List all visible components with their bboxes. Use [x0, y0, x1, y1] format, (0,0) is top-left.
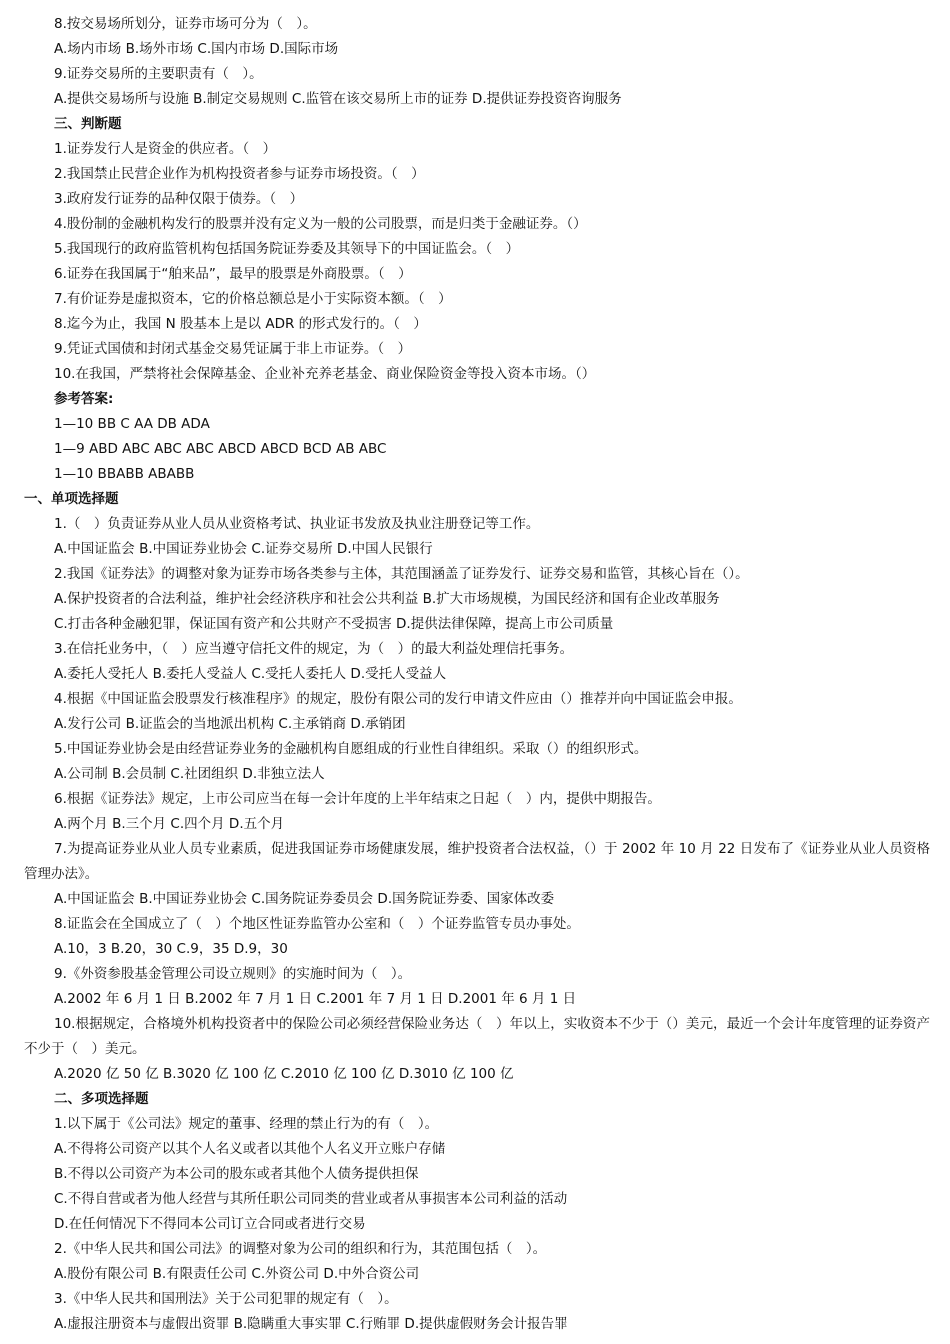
answer-options: A.2002 年 6 月 1 日 B.2002 年 7 月 1 日 C.2001 年 7 月 1 日 D.2001 年 6 月 1 日 [54, 991, 577, 1007]
answer-options: A.2020 亿 50 亿 B.3020 亿 100 亿 C.2010 亿 100 亿 D.3010 亿 100 亿 [54, 1066, 514, 1082]
question-text: 5.中国证券业协会是由经营证券业务的金融机构自愿组成的行业性自律组织。采取（）的组织形式。 [54, 741, 648, 757]
answer-options: A.虚报注册资本与虚假出资罪 B.隐瞒重大事实罪 C.行贿罪 D.提供虚假财务会计报告罪 [54, 1316, 568, 1332]
question-text: 1—9 ABD ABC ABC ABC ABCD ABCD BCD AB ABC [54, 441, 387, 457]
question-text: 7.有价证券是虚拟资本，它的价格总额总是小于实际资本额。（ ） [54, 291, 452, 307]
answer-options: A.两个月 B.三个月 C.四个月 D.五个月 [54, 816, 285, 832]
question-text: 5.我国现行的政府监管机构包括国务院证券委及其领导下的中国证监会。（ ） [54, 241, 520, 257]
answer-options: A.公司制 B.会员制 C.社团组织 D.非独立法人 [54, 766, 325, 782]
section-heading: 三、判断题 [54, 116, 122, 132]
section-heading: 参考答案: [54, 391, 114, 407]
answer-options: C.不得自营或者为他人经营与其所任职公司同类的营业或者从事损害本公司利益的活动 [54, 1191, 568, 1207]
section-heading: 二、多项选择题 [54, 1091, 149, 1107]
question-text: 4.股份制的金融机构发行的股票并没有定义为一般的公司股票，而是归类于金融证券。（） [54, 216, 587, 232]
question-text: 8.按交易场所划分，证券市场可分为（ ）。 [54, 16, 317, 32]
answer-options: A.提供交易场所与设施 B.制定交易规则 C.监管在该交易所上市的证券 D.提供证券投资咨询服务 [54, 91, 622, 107]
question-text: 9.证券交易所的主要职责有（ ）。 [54, 66, 263, 82]
answer-options: A.场内市场 B.场外市场 C.国内市场 D.国际市场 [54, 41, 339, 57]
answer-options: B.不得以公司资产为本公司的股东或者其他个人债务提供担保 [54, 1166, 419, 1182]
answer-options: A.保护投资者的合法利益，维护社会经济秩序和社会公共利益 B.扩大市场规模，为国民经济和国有企业改革服务 [54, 591, 720, 607]
question-text: 4.根据《中国证监会股票发行核准程序》的规定，股份有限公司的发行申请文件应由（）推荐并向中国证监会申报。 [54, 691, 742, 707]
question-text: 7.为提高证券业从业人员专业素质，促进我国证券市场健康发展，维护投资者合法权益，（）于 2002 年 10 月 22 日发布了《证券业从业人员资格管理办法》。 [24, 841, 930, 882]
answer-options: A.中国证监会 B.中国证券业协会 C.证券交易所 D.中国人民银行 [54, 541, 433, 557]
question-text: 2.我国《证券法》的调整对象为证券市场各类参与主体，其范围涵盖了证券发行、证券交易和监管，其核心旨在（）。 [54, 566, 749, 582]
question-text: 3.《中华人民共和国刑法》关于公司犯罪的规定有（ ）。 [54, 1291, 398, 1307]
question-text: 2.我国禁止民营企业作为机构投资者参与证券市场投资。（ ） [54, 166, 425, 182]
question-text: 1.（ ）负责证券从业人员从业资格考试、执业证书发放及执业注册登记等工作。 [54, 516, 540, 532]
question-text: 9.凭证式国债和封闭式基金交易凭证属于非上市证券。（ ） [54, 341, 412, 357]
section-heading: 一、单项选择题 [24, 491, 119, 507]
question-text: 10.在我国，严禁将社会保障基金、企业补充养老基金、商业保险资金等投入资本市场。（） [54, 366, 596, 382]
question-text: 8.证监会在全国成立了（ ）个地区性证券监管办公室和（ ）个证券监管专员办事处。 [54, 916, 580, 932]
question-text: 1—10 BB C AA DB ADA [54, 416, 210, 432]
question-text: 1.以下属于《公司法》规定的董事、经理的禁止行为的有（ ）。 [54, 1116, 439, 1132]
question-text: 2.《中华人民共和国公司法》的调整对象为公司的组织和行为，其范围包括（ ）。 [54, 1241, 547, 1257]
answer-options: C.打击各种金融犯罪，保证国有资产和公共财产不受损害 D.提供法律保障，提高上市公司质量 [54, 616, 614, 632]
question-text: 9.《外资参股基金管理公司设立规则》的实施时间为（ ）。 [54, 966, 412, 982]
question-text: 3.政府发行证券的品种仅限于债券。（ ） [54, 191, 304, 207]
question-text: 1—10 BBABB ABABB [54, 466, 195, 482]
question-text: 6.证券在我国属于“舶来品”，最早的股票是外商股票。（ ） [54, 266, 412, 282]
question-text: 6.根据《证券法》规定，上市公司应当在每一会计年度的上半年结束之日起（ ）内，提供中期报告。 [54, 791, 661, 807]
answer-options: A.委托人受托人 B.委托人受益人 C.受托人委托人 D.受托人受益人 [54, 666, 447, 682]
question-text: 1.证券发行人是资金的供应者。（ ） [54, 141, 277, 157]
answer-options: A.中国证监会 B.中国证券业协会 C.国务院证券委员会 D.国务院证券委、国家体改委 [54, 891, 555, 907]
answer-options: A.10，3 B.20，30 C.9，35 D.9，30 [54, 941, 288, 957]
answer-options: A.发行公司 B.证监会的当地派出机构 C.主承销商 D.承销团 [54, 716, 406, 732]
answer-options: A.不得将公司资产以其个人名义或者以其他个人名义开立账户存储 [54, 1141, 446, 1157]
question-text: 3.在信托业务中，（ ）应当遵守信托文件的规定，为（ ）的最大利益处理信托事务。 [54, 641, 574, 657]
answer-options: D.在任何情况下不得同本公司订立合同或者进行交易 [54, 1216, 366, 1232]
answer-options: A.股份有限公司 B.有限责任公司 C.外资公司 D.中外合资公司 [54, 1266, 420, 1282]
question-text: 8.迄今为止，我国 N 股基本上是以 ADR 的形式发行的。（ ） [54, 316, 427, 332]
question-text: 10.根据规定，合格境外机构投资者中的保险公司必须经营保险业务达（ ）年以上，实收资本不少于（）美元，最近一个会计年度管理的证券资产不少于（ ）美元。 [24, 1016, 930, 1057]
